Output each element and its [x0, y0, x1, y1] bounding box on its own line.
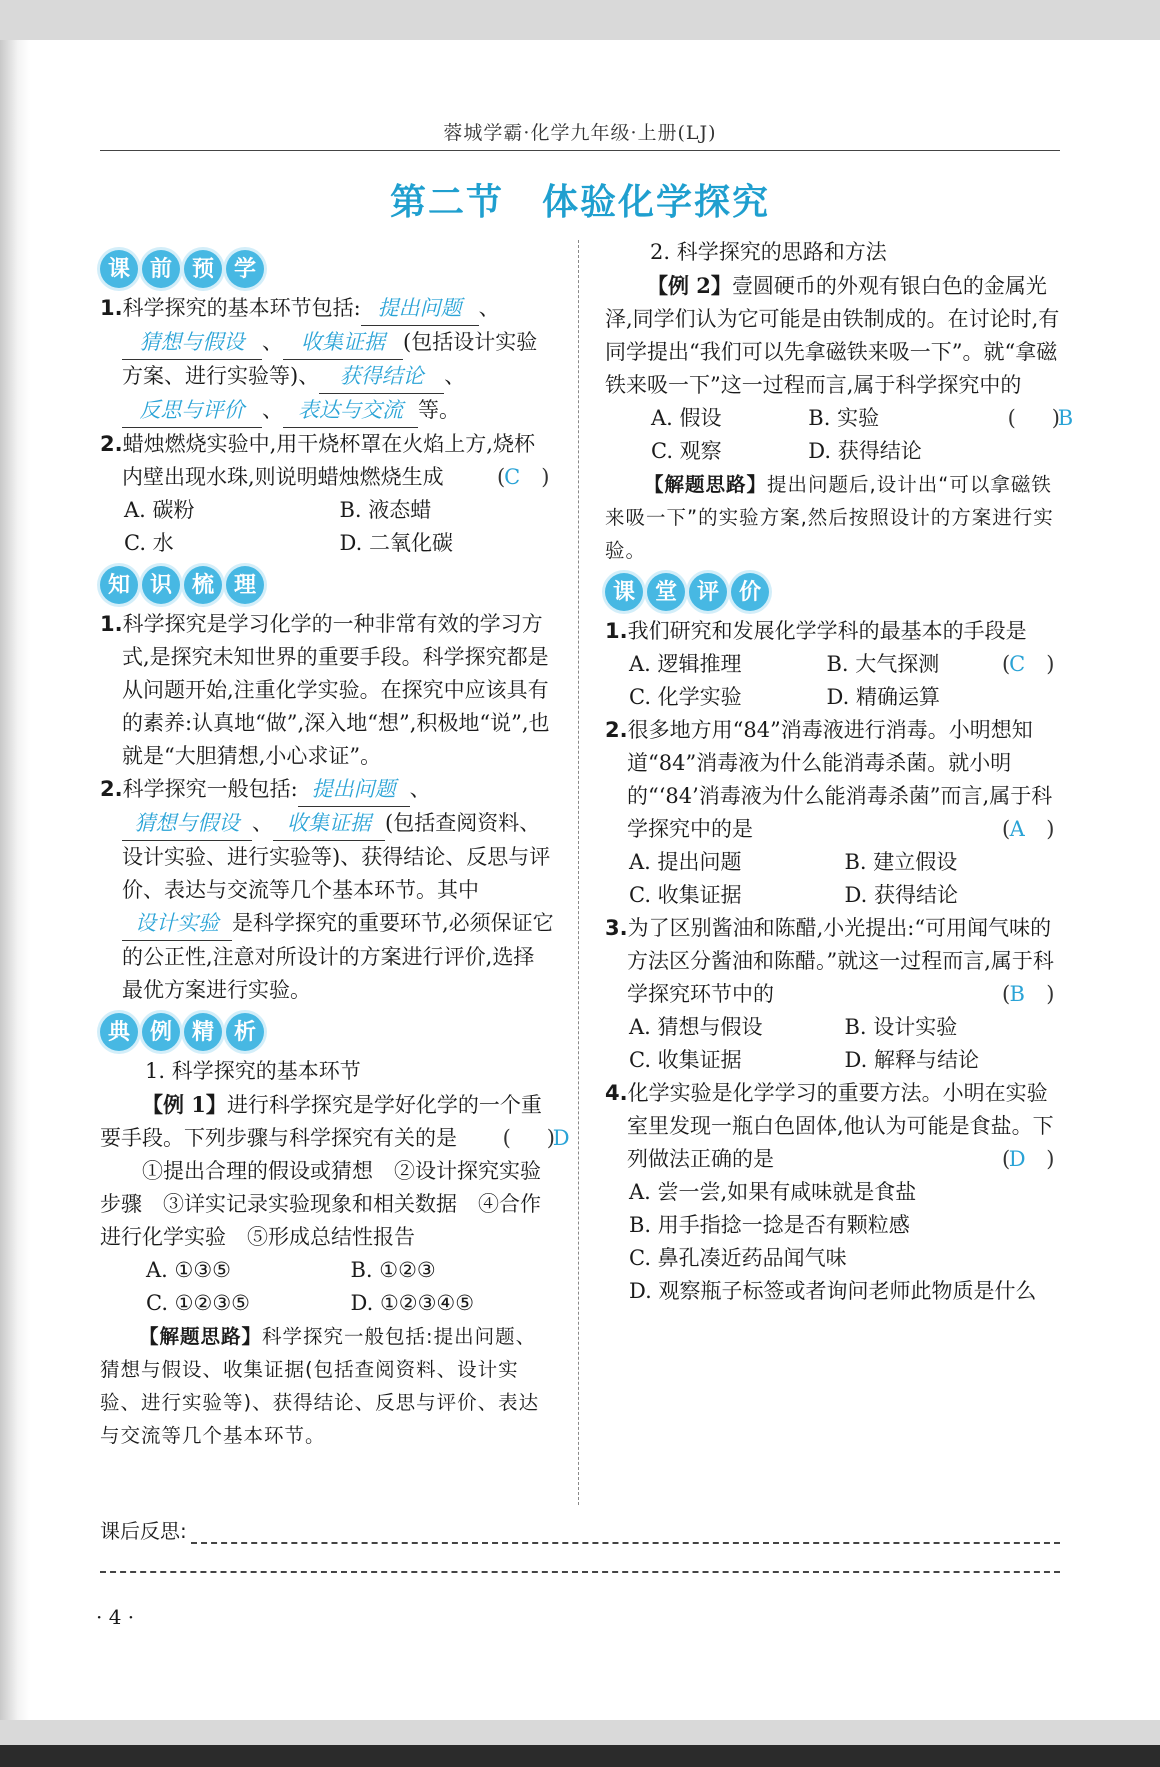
- badge-char: 精: [184, 1013, 222, 1051]
- option: B. 建立假设: [844, 850, 958, 874]
- point-text: (包括查阅资料、设计实验、进行实验等)、获得结论、反思与评价、表达与交流等几个基本环节。其中: [122, 811, 551, 902]
- example-heading-1: 1. 科学探究的基本环节: [145, 1059, 361, 1083]
- option: C. 收集证据: [629, 1048, 742, 1072]
- question-text: 等。: [418, 398, 460, 422]
- option: C. 水: [124, 531, 174, 555]
- bottom-bar: [0, 1745, 1160, 1767]
- fill-answer: 获得结论: [319, 360, 444, 394]
- badge-char: 识: [142, 566, 180, 604]
- example-1: [100, 1088, 570, 1155]
- eval-question-4: [605, 1077, 1060, 1176]
- option: D. 解释与结论: [844, 1048, 979, 1072]
- fill-answer: 反思与评价: [122, 394, 262, 428]
- options: [605, 402, 966, 468]
- point-number: 1.: [100, 612, 123, 636]
- fill-answer: 提出问题: [298, 773, 410, 807]
- solution-note-2: [605, 468, 1060, 567]
- option: B. 用手指捻一捻是否有颗粒感: [629, 1213, 910, 1237]
- option: B. 设计实验: [844, 1015, 958, 1039]
- badge-char: 预: [184, 250, 222, 288]
- question-text: (包括设计实验方案、进行实验等)、: [122, 330, 538, 388]
- note-text: 科学探究一般包括:提出问题、猜想与假设、收集证据(包括查阅资料、设计实验、进行实验等)、获得结论、反思与评价、表达与交流等几个基本环节。: [100, 1325, 540, 1447]
- column-divider: [578, 240, 579, 1505]
- answer-paren: (C ): [519, 461, 555, 494]
- option: A. 尝一尝,如果有咸味就是食盐: [629, 1180, 917, 1204]
- badge-char: 课: [605, 573, 643, 611]
- badge-char: 评: [689, 573, 727, 611]
- option: D. 精确运算: [826, 685, 940, 709]
- option: C. 化学实验: [629, 685, 742, 709]
- question-text: 很多地方用“84”消毒液进行消毒。小明想知道“84”消毒液为什么能消毒杀菌。就小明的“‘84’消毒液为什么能消毒杀菌”而言,属于科学探究中的是: [627, 718, 1053, 841]
- example-text: 进行科学探究是学好化学的一个重要手段。下列步骤与科学探究有关的是: [100, 1093, 542, 1150]
- answer-paren: (C ): [1024, 648, 1060, 681]
- answer-paren: (D ): [1024, 1143, 1060, 1176]
- option: D. ①②③④⑤: [350, 1291, 475, 1315]
- badge-char: 知: [100, 566, 138, 604]
- answer-paren: ( D): [461, 1122, 555, 1155]
- badge-char: 学: [226, 250, 264, 288]
- note-label: 【解题思路】: [139, 1325, 263, 1348]
- badge-char: 堂: [647, 573, 685, 611]
- fill-answer: 猜想与假设: [122, 807, 252, 841]
- badge-char: 典: [100, 1013, 138, 1051]
- options: [605, 1011, 1060, 1077]
- point-text: 科学探究是学习化学的一种非常有效的学习方式,是探究未知世界的重要手段。科学探究都是从问题开始,注重化学实验。在探究中应该具有的素养:认真地“做”,深入地“想”,积极地“说”,也就是“大胆猜想,小心求证”。: [122, 612, 550, 768]
- option: A. ①③⑤: [146, 1258, 231, 1282]
- answer-paren: (B ): [1024, 978, 1060, 1011]
- answer-letter: D: [552, 1126, 570, 1150]
- reflection-line: [100, 1515, 1060, 1544]
- question-text: 化学实验是化学学习的重要方法。小明在实验室里发现一瓶白色固体,他认为可能是食盐。下列做法正确的是: [627, 1081, 1054, 1171]
- solution-note-1: [100, 1320, 555, 1452]
- option: B. ①②③: [350, 1258, 436, 1282]
- section-badge-knowledge: [100, 566, 555, 604]
- point-number: 2.: [100, 777, 123, 801]
- section-badge-preview: [100, 250, 555, 288]
- options: [100, 1254, 555, 1320]
- section-badge-evaluation: [605, 573, 1060, 611]
- note-label: 【解题思路】: [644, 473, 768, 496]
- badge-char: 梳: [184, 566, 222, 604]
- question-number: 4.: [605, 1081, 628, 1105]
- option: C. ①②③⑤: [146, 1291, 250, 1315]
- answer-letter: C: [1009, 652, 1026, 676]
- options: [605, 648, 1024, 714]
- option: C. 观察: [651, 439, 722, 463]
- reflection-dash-2: [100, 1571, 1060, 1573]
- option: A. 碳粉: [124, 498, 195, 522]
- answer-paren: ( B): [966, 402, 1060, 435]
- example-label: 【例 1】: [142, 1092, 227, 1117]
- option: B. 实验: [808, 406, 880, 430]
- badge-char: 析: [226, 1013, 264, 1051]
- reflection-dash: [191, 1528, 1060, 1544]
- example-text: 壹圆硬币的外观有银白色的金属光泽,同学们认为它可能是由铁制成的。在讨论时,有同学提出“我们可以先拿磁铁来吸一下”。就“拿磁铁来吸一下”这一过程而言,属于科学探究中的: [605, 274, 1060, 397]
- fill-answer: 猜想与假设: [122, 326, 262, 360]
- badge-char: 价: [731, 573, 769, 611]
- option: D. 获得结论: [844, 883, 958, 907]
- option: B. 大气探测: [826, 652, 940, 676]
- option: C. 收集证据: [629, 883, 742, 907]
- option: D. 二氧化碳: [339, 531, 453, 555]
- option: B. 液态蜡: [339, 498, 432, 522]
- badge-char: 课: [100, 250, 138, 288]
- question-number: 1.: [100, 296, 123, 320]
- knowledge-point-1: [100, 608, 555, 773]
- answer-letter: B: [1009, 982, 1025, 1006]
- option: A. 假设: [651, 406, 722, 430]
- option: A. 逻辑推理: [629, 652, 742, 676]
- fill-answer: 设计实验: [122, 907, 232, 941]
- eval-question-3: [605, 912, 1060, 1011]
- badge-char: 例: [142, 1013, 180, 1051]
- question-number: 3.: [605, 916, 628, 940]
- fill-answer: 提出问题: [361, 292, 479, 326]
- reflection-label: 课后反思:: [100, 1519, 187, 1543]
- question-text: 为了区别酱油和陈醋,小光提出:“可用闻气味的方法区分酱油和陈醋。”就这一过程而言,属于科学探究环节中的: [627, 916, 1054, 1006]
- question-number: 2.: [100, 432, 123, 456]
- example-heading-2: 2. 科学探究的思路和方法: [650, 240, 887, 264]
- option: D. 获得结论: [808, 439, 922, 463]
- question-text: 科学探究的基本环节包括:: [122, 296, 361, 320]
- answer-letter: C: [504, 465, 521, 489]
- running-header: 蓉城学霸·化学九年级·上册(LJ): [443, 122, 717, 144]
- header-rule: [100, 150, 1060, 151]
- option: D. 观察瓶子标签或者询问老师此物质是什么: [629, 1279, 1037, 1303]
- left-column: [100, 244, 570, 1452]
- answer-paren: (A ): [1024, 813, 1060, 846]
- options: [605, 1176, 1060, 1308]
- badge-char: 理: [226, 566, 264, 604]
- badge-char: 前: [142, 250, 180, 288]
- section-badge-examples: [100, 1013, 555, 1051]
- question-number: 1.: [605, 619, 628, 643]
- option: A. 猜想与假设: [629, 1015, 763, 1039]
- knowledge-point-2: 2.科学探究一般包括: 提出问题 、猜想与假设 、 收集证据 (包括查阅资料、设计实验、进行实验等)、获得结论、反思与评价、表达与交流等几个基本环节。其中设计实验 是科学探究的重要环节,必须保证它的公正性,注意对所设计的方案进行评价,选择最优方案进行实验。: [100, 773, 555, 1007]
- eval-question-2: [605, 714, 1060, 846]
- question-number: 2.: [605, 718, 628, 742]
- example-label: 【例 2】: [647, 273, 732, 298]
- example-1-steps: ①提出合理的假设或猜想 ②设计探究实验步骤 ③详实记录实验现象和相关数据 ④合作进行化学实验 ⑤形成总结性报告: [100, 1159, 541, 1249]
- answer-letter: A: [1009, 817, 1025, 841]
- question-text: 蜡烛燃烧实验中,用干烧杯罩在火焰上方,烧杯内壁出现水珠,则说明蜡烛燃烧生成: [122, 432, 535, 489]
- options: [100, 494, 555, 560]
- fill-answer: 收集证据: [273, 807, 385, 841]
- right-column: [605, 236, 1074, 1308]
- preview-question-2: [100, 428, 555, 494]
- page-number: · 4 ·: [96, 1605, 135, 1629]
- preview-question-1: 1.科学探究的基本环节包括: 提出问题 、猜想与假设 、 收集证据 (包括设计实验方案、进行实验等)、 获得结论 、反思与评价 、 表达与交流 等。: [100, 292, 555, 428]
- answer-letter: D: [1008, 1147, 1026, 1171]
- note-text: 提出问题后,设计出“可以拿磁铁来吸一下”的实验方案,然后按照设计的方案进行实验。: [605, 473, 1054, 562]
- fill-answer: 收集证据: [283, 326, 403, 360]
- option: C. 鼻孔凑近药品闻气味: [629, 1246, 847, 1270]
- options: [605, 846, 1060, 912]
- fill-answer: 表达与交流: [283, 394, 418, 428]
- page-title: 第二节 体验化学探究: [389, 182, 770, 223]
- book-spine-shadow: [0, 40, 30, 1720]
- question-text: 我们研究和发展化学学科的最基本的手段是: [627, 619, 1027, 643]
- option: A. 提出问题: [629, 850, 742, 874]
- point-text: 是科学探究的重要环节,必须保证它的公正性,注意对所设计的方案进行评价,选择最优方案进行实验。: [122, 911, 554, 1002]
- answer-letter: B: [1057, 406, 1074, 430]
- point-text: 科学探究一般包括:: [122, 777, 298, 801]
